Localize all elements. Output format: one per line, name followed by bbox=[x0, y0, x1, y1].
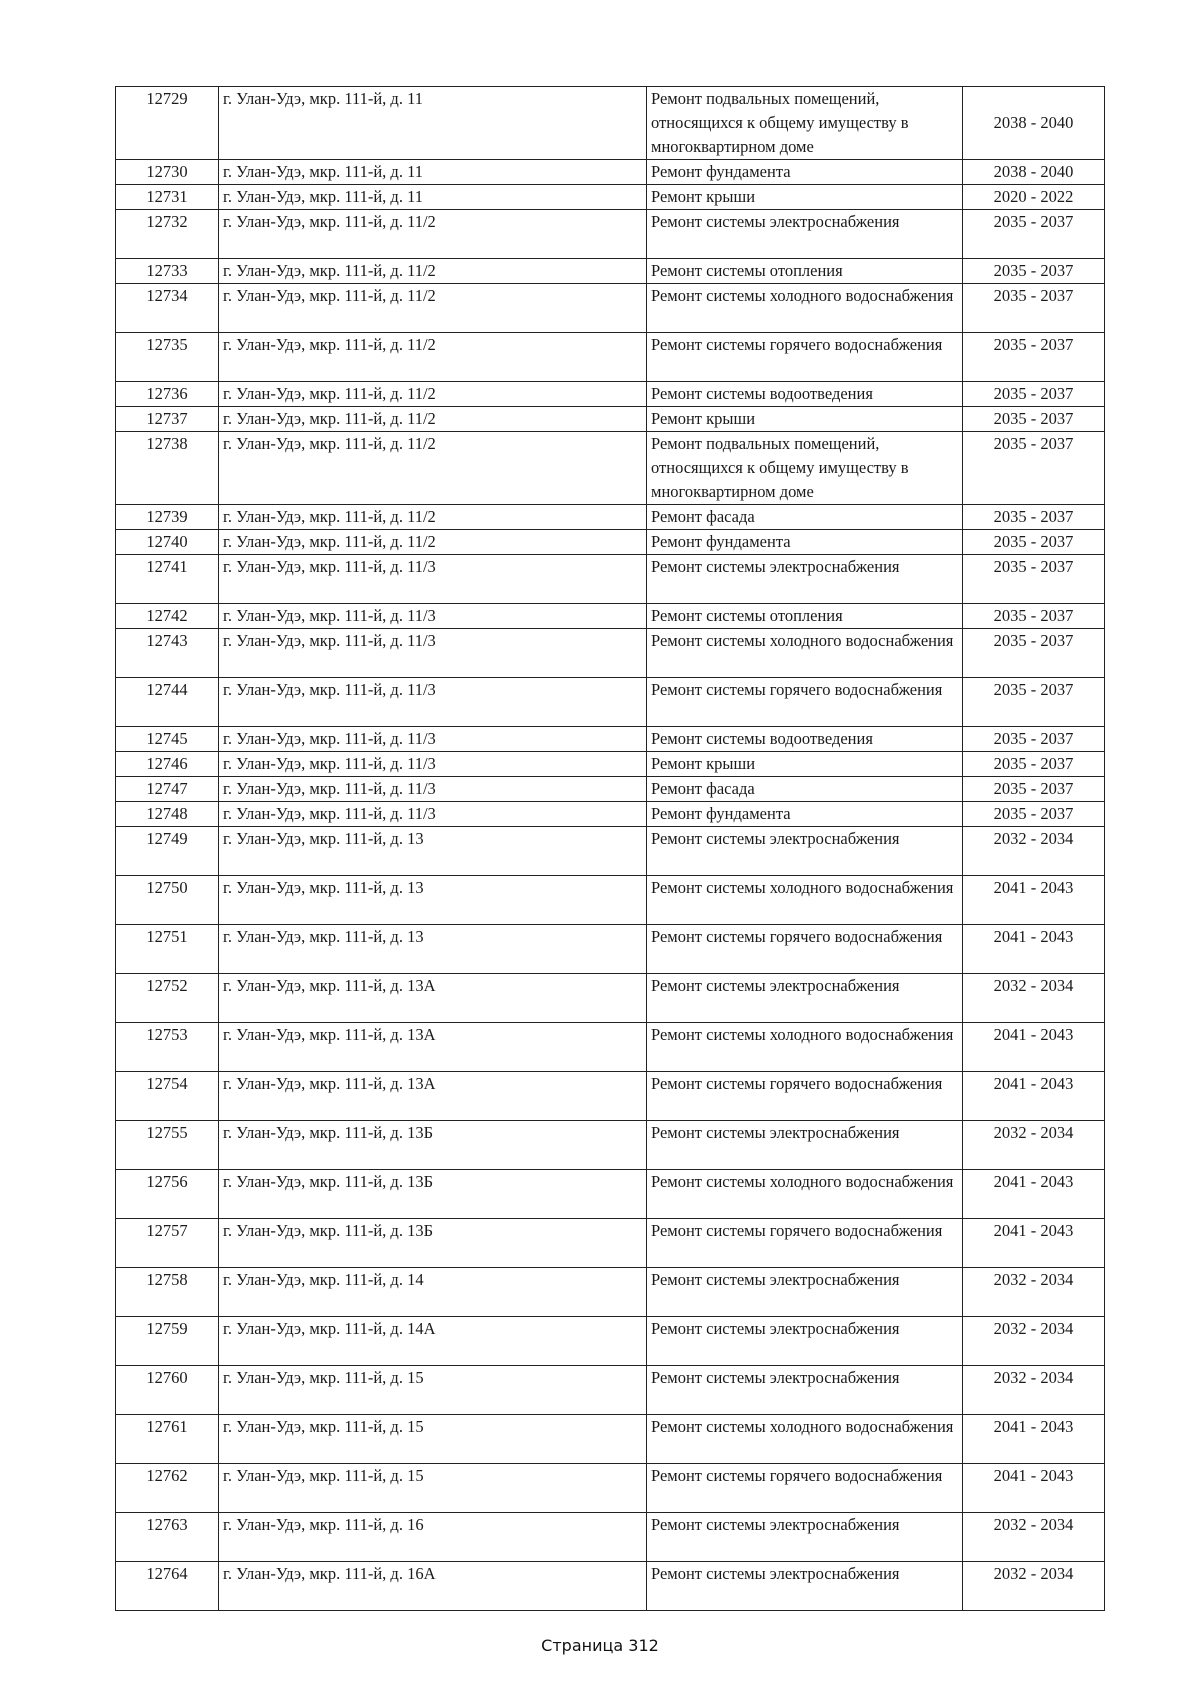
row-period: 2041 - 2043 bbox=[963, 1464, 1105, 1513]
table-row bbox=[116, 284, 1105, 333]
row-period: 2041 - 2043 bbox=[963, 1072, 1105, 1121]
table-row bbox=[116, 87, 1105, 160]
row-work-type: Ремонт крыши bbox=[647, 185, 963, 210]
row-address: г. Улан-Удэ, мкр. 111-й, д. 13Б bbox=[219, 1219, 647, 1268]
row-number: 12740 bbox=[116, 530, 219, 555]
row-address: г. Улан-Удэ, мкр. 111-й, д. 15 bbox=[219, 1464, 647, 1513]
row-address: г. Улан-Удэ, мкр. 111-й, д. 13 bbox=[219, 876, 647, 925]
row-address: г. Улан-Удэ, мкр. 111-й, д. 11/3 bbox=[219, 727, 647, 752]
row-period: 2035 - 2037 bbox=[963, 210, 1105, 259]
row-work-type: Ремонт системы электроснабжения bbox=[647, 210, 963, 259]
row-address: г. Улан-Удэ, мкр. 111-й, д. 14А bbox=[219, 1317, 647, 1366]
row-period: 2035 - 2037 bbox=[963, 604, 1105, 629]
row-number: 12735 bbox=[116, 333, 219, 382]
repair-schedule-table bbox=[115, 86, 1105, 1611]
row-period: 2032 - 2034 bbox=[963, 827, 1105, 876]
row-address: г. Улан-Удэ, мкр. 111-й, д. 13А bbox=[219, 974, 647, 1023]
row-period: 2041 - 2043 bbox=[963, 1219, 1105, 1268]
row-address: г. Улан-Удэ, мкр. 111-й, д. 11/2 bbox=[219, 210, 647, 259]
row-work-type: Ремонт системы горячего водоснабжения bbox=[647, 1464, 963, 1513]
table-row bbox=[116, 629, 1105, 678]
row-period: 2035 - 2037 bbox=[963, 727, 1105, 752]
row-period: 2035 - 2037 bbox=[963, 802, 1105, 827]
row-work-type: Ремонт фасада bbox=[647, 505, 963, 530]
row-address: г. Улан-Удэ, мкр. 111-й, д. 14 bbox=[219, 1268, 647, 1317]
row-address: г. Улан-Удэ, мкр. 111-й, д. 11/2 bbox=[219, 284, 647, 333]
table-row bbox=[116, 1023, 1105, 1072]
row-number: 12732 bbox=[116, 210, 219, 259]
row-number: 12748 bbox=[116, 802, 219, 827]
row-work-type: Ремонт системы горячего водоснабжения bbox=[647, 925, 963, 974]
row-number: 12741 bbox=[116, 555, 219, 604]
row-work-type: Ремонт системы электроснабжения bbox=[647, 1121, 963, 1170]
row-period: 2035 - 2037 bbox=[963, 505, 1105, 530]
row-period: 2041 - 2043 bbox=[963, 1415, 1105, 1464]
table-row bbox=[116, 555, 1105, 604]
table-row bbox=[116, 727, 1105, 752]
table-row bbox=[116, 1562, 1105, 1611]
row-address: г. Улан-Удэ, мкр. 111-й, д. 13 bbox=[219, 827, 647, 876]
table-row bbox=[116, 505, 1105, 530]
table-body bbox=[116, 87, 1105, 1611]
row-period: 2035 - 2037 bbox=[963, 555, 1105, 604]
row-work-type: Ремонт системы электроснабжения bbox=[647, 1562, 963, 1611]
row-address: г. Улан-Удэ, мкр. 111-й, д. 15 bbox=[219, 1415, 647, 1464]
row-period: 2041 - 2043 bbox=[963, 925, 1105, 974]
row-work-type: Ремонт системы водоотведения bbox=[647, 727, 963, 752]
table-row bbox=[116, 432, 1105, 505]
row-period: 2035 - 2037 bbox=[963, 678, 1105, 727]
table-row bbox=[116, 1121, 1105, 1170]
row-number: 12737 bbox=[116, 407, 219, 432]
row-number: 12738 bbox=[116, 432, 219, 505]
row-work-type: Ремонт системы отопления bbox=[647, 259, 963, 284]
row-period: 2032 - 2034 bbox=[963, 1513, 1105, 1562]
row-number: 12754 bbox=[116, 1072, 219, 1121]
row-period: 2032 - 2034 bbox=[963, 1562, 1105, 1611]
row-work-type: Ремонт фундамента bbox=[647, 802, 963, 827]
row-address: г. Улан-Удэ, мкр. 111-й, д. 11/3 bbox=[219, 629, 647, 678]
row-period: 2032 - 2034 bbox=[963, 974, 1105, 1023]
row-work-type: Ремонт системы электроснабжения bbox=[647, 1366, 963, 1415]
table-row bbox=[116, 1464, 1105, 1513]
row-number: 12744 bbox=[116, 678, 219, 727]
row-address: г. Улан-Удэ, мкр. 111-й, д. 11/2 bbox=[219, 407, 647, 432]
row-address: г. Улан-Удэ, мкр. 111-й, д. 13А bbox=[219, 1023, 647, 1072]
row-number: 12730 bbox=[116, 160, 219, 185]
table-row bbox=[116, 876, 1105, 925]
table-row bbox=[116, 777, 1105, 802]
row-number: 12743 bbox=[116, 629, 219, 678]
row-period: 2038 - 2040 bbox=[963, 87, 1105, 160]
table-row bbox=[116, 160, 1105, 185]
row-number: 12742 bbox=[116, 604, 219, 629]
row-period: 2035 - 2037 bbox=[963, 382, 1105, 407]
row-address: г. Улан-Удэ, мкр. 111-й, д. 13Б bbox=[219, 1121, 647, 1170]
row-number: 12747 bbox=[116, 777, 219, 802]
table-row bbox=[116, 827, 1105, 876]
row-number: 12764 bbox=[116, 1562, 219, 1611]
row-number: 12749 bbox=[116, 827, 219, 876]
row-number: 12759 bbox=[116, 1317, 219, 1366]
row-period: 2035 - 2037 bbox=[963, 259, 1105, 284]
row-work-type: Ремонт системы горячего водоснабжения bbox=[647, 1072, 963, 1121]
row-period: 2032 - 2034 bbox=[963, 1121, 1105, 1170]
row-period: 2038 - 2040 bbox=[963, 160, 1105, 185]
table-row bbox=[116, 1366, 1105, 1415]
row-address: г. Улан-Удэ, мкр. 111-й, д. 11/3 bbox=[219, 752, 647, 777]
row-period: 2035 - 2037 bbox=[963, 752, 1105, 777]
row-work-type: Ремонт системы холодного водоснабжения bbox=[647, 1170, 963, 1219]
row-work-type: Ремонт системы водоотведения bbox=[647, 382, 963, 407]
row-work-type: Ремонт системы холодного водоснабжения bbox=[647, 284, 963, 333]
row-work-type: Ремонт фасада bbox=[647, 777, 963, 802]
table-row bbox=[116, 530, 1105, 555]
row-address: г. Улан-Удэ, мкр. 111-й, д. 11/3 bbox=[219, 777, 647, 802]
row-period: 2020 - 2022 bbox=[963, 185, 1105, 210]
table-row bbox=[116, 1513, 1105, 1562]
row-number: 12736 bbox=[116, 382, 219, 407]
row-work-type: Ремонт системы отопления bbox=[647, 604, 963, 629]
row-work-type: Ремонт системы электроснабжения bbox=[647, 555, 963, 604]
row-address: г. Улан-Удэ, мкр. 111-й, д. 13Б bbox=[219, 1170, 647, 1219]
row-address: г. Улан-Удэ, мкр. 111-й, д. 11/3 bbox=[219, 802, 647, 827]
table-row bbox=[116, 678, 1105, 727]
row-address: г. Улан-Удэ, мкр. 111-й, д. 11 bbox=[219, 160, 647, 185]
table-row bbox=[116, 382, 1105, 407]
row-number: 12746 bbox=[116, 752, 219, 777]
row-number: 12731 bbox=[116, 185, 219, 210]
row-address: г. Улан-Удэ, мкр. 111-й, д. 11/3 bbox=[219, 678, 647, 727]
table-row bbox=[116, 1415, 1105, 1464]
row-number: 12756 bbox=[116, 1170, 219, 1219]
row-period: 2035 - 2037 bbox=[963, 432, 1105, 505]
row-number: 12739 bbox=[116, 505, 219, 530]
row-work-type: Ремонт фундамента bbox=[647, 160, 963, 185]
row-number: 12763 bbox=[116, 1513, 219, 1562]
table-row bbox=[116, 259, 1105, 284]
table-row bbox=[116, 185, 1105, 210]
table-row bbox=[116, 1317, 1105, 1366]
row-period: 2035 - 2037 bbox=[963, 407, 1105, 432]
table-row bbox=[116, 210, 1105, 259]
row-address: г. Улан-Удэ, мкр. 111-й, д. 11/3 bbox=[219, 555, 647, 604]
row-work-type: Ремонт системы горячего водоснабжения bbox=[647, 1219, 963, 1268]
row-work-type: Ремонт системы электроснабжения bbox=[647, 827, 963, 876]
table-row bbox=[116, 333, 1105, 382]
table-row bbox=[116, 1072, 1105, 1121]
row-work-type: Ремонт системы горячего водоснабжения bbox=[647, 678, 963, 727]
row-work-type: Ремонт крыши bbox=[647, 752, 963, 777]
row-address: г. Улан-Удэ, мкр. 111-й, д. 11/2 bbox=[219, 333, 647, 382]
row-number: 12750 bbox=[116, 876, 219, 925]
row-address: г. Улан-Удэ, мкр. 111-й, д. 16 bbox=[219, 1513, 647, 1562]
row-address: г. Улан-Удэ, мкр. 111-й, д. 11/2 bbox=[219, 259, 647, 284]
row-work-type: Ремонт фундамента bbox=[647, 530, 963, 555]
row-number: 12733 bbox=[116, 259, 219, 284]
row-work-type: Ремонт системы холодного водоснабжения bbox=[647, 1023, 963, 1072]
row-number: 12757 bbox=[116, 1219, 219, 1268]
row-period: 2035 - 2037 bbox=[963, 777, 1105, 802]
row-address: г. Улан-Удэ, мкр. 111-й, д. 13А bbox=[219, 1072, 647, 1121]
row-work-type: Ремонт системы электроснабжения bbox=[647, 1268, 963, 1317]
row-work-type: Ремонт системы холодного водоснабжения bbox=[647, 629, 963, 678]
row-period: 2035 - 2037 bbox=[963, 629, 1105, 678]
row-work-type: Ремонт подвальных помещений, относящихся к общему имуществу в многоквартирном доме bbox=[647, 87, 963, 160]
table-row bbox=[116, 1170, 1105, 1219]
row-period: 2035 - 2037 bbox=[963, 333, 1105, 382]
row-address: г. Улан-Удэ, мкр. 111-й, д. 15 bbox=[219, 1366, 647, 1415]
row-address: г. Улан-Удэ, мкр. 111-й, д. 13 bbox=[219, 925, 647, 974]
table-row bbox=[116, 802, 1105, 827]
page-number: Страница 312 bbox=[541, 1636, 659, 1655]
row-work-type: Ремонт системы горячего водоснабжения bbox=[647, 333, 963, 382]
row-address: г. Улан-Удэ, мкр. 111-й, д. 11 bbox=[219, 185, 647, 210]
row-period: 2035 - 2037 bbox=[963, 284, 1105, 333]
row-number: 12752 bbox=[116, 974, 219, 1023]
table-row bbox=[116, 974, 1105, 1023]
row-address: г. Улан-Удэ, мкр. 111-й, д. 11/3 bbox=[219, 604, 647, 629]
table-row bbox=[116, 407, 1105, 432]
row-work-type: Ремонт крыши bbox=[647, 407, 963, 432]
row-period: 2032 - 2034 bbox=[963, 1317, 1105, 1366]
row-work-type: Ремонт подвальных помещений, относящихся к общему имуществу в многоквартирном доме bbox=[647, 432, 963, 505]
row-number: 12734 bbox=[116, 284, 219, 333]
row-address: г. Улан-Удэ, мкр. 111-й, д. 11/2 bbox=[219, 505, 647, 530]
row-number: 12753 bbox=[116, 1023, 219, 1072]
row-period: 2041 - 2043 bbox=[963, 1170, 1105, 1219]
row-number: 12761 bbox=[116, 1415, 219, 1464]
table-row bbox=[116, 752, 1105, 777]
row-period: 2035 - 2037 bbox=[963, 530, 1105, 555]
row-work-type: Ремонт системы электроснабжения bbox=[647, 1317, 963, 1366]
row-number: 12729 bbox=[116, 87, 219, 160]
row-number: 12751 bbox=[116, 925, 219, 974]
row-number: 12758 bbox=[116, 1268, 219, 1317]
row-work-type: Ремонт системы электроснабжения bbox=[647, 1513, 963, 1562]
row-address: г. Улан-Удэ, мкр. 111-й, д. 11/2 bbox=[219, 382, 647, 407]
row-address: г. Улан-Удэ, мкр. 111-й, д. 16А bbox=[219, 1562, 647, 1611]
row-number: 12762 bbox=[116, 1464, 219, 1513]
row-period: 2041 - 2043 bbox=[963, 1023, 1105, 1072]
table-row bbox=[116, 1219, 1105, 1268]
row-number: 12755 bbox=[116, 1121, 219, 1170]
row-work-type: Ремонт системы холодного водоснабжения bbox=[647, 1415, 963, 1464]
row-period: 2032 - 2034 bbox=[963, 1366, 1105, 1415]
row-address: г. Улан-Удэ, мкр. 111-й, д. 11/2 bbox=[219, 530, 647, 555]
table-row bbox=[116, 925, 1105, 974]
row-number: 12760 bbox=[116, 1366, 219, 1415]
table-row bbox=[116, 1268, 1105, 1317]
row-period: 2041 - 2043 bbox=[963, 876, 1105, 925]
row-work-type: Ремонт системы электроснабжения bbox=[647, 974, 963, 1023]
row-address: г. Улан-Удэ, мкр. 111-й, д. 11/2 bbox=[219, 432, 647, 505]
table-row bbox=[116, 604, 1105, 629]
row-address: г. Улан-Удэ, мкр. 111-й, д. 11 bbox=[219, 87, 647, 160]
row-work-type: Ремонт системы холодного водоснабжения bbox=[647, 876, 963, 925]
row-number: 12745 bbox=[116, 727, 219, 752]
row-period: 2032 - 2034 bbox=[963, 1268, 1105, 1317]
